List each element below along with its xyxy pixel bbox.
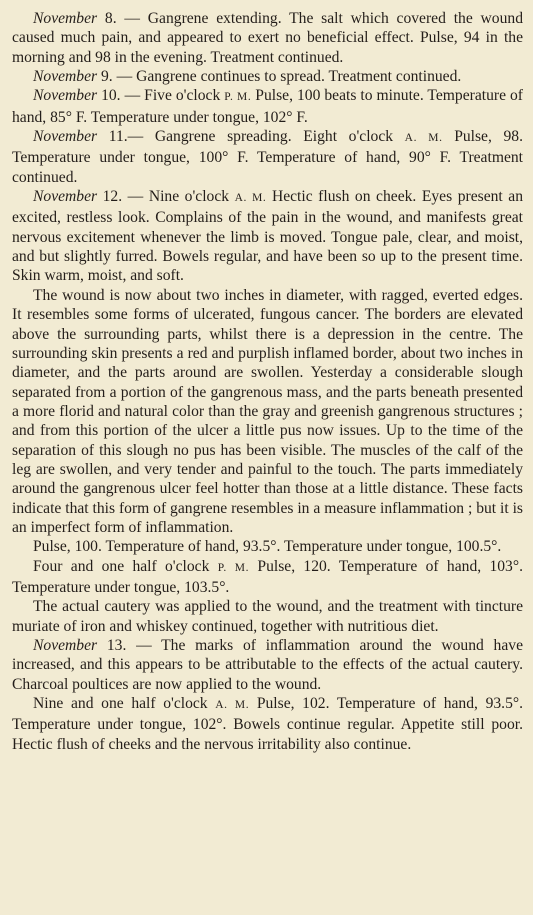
paragraph-text: The actual cautery was applied to the wound, and the treatment with tincture muriate of iron and whiskey continued, together with nutritious diet. bbox=[12, 598, 523, 635]
cautery-treatment-paragraph bbox=[12, 597, 523, 636]
entry-november-8 bbox=[12, 9, 523, 67]
entry-text: 10. — Five o'clock bbox=[97, 87, 225, 105]
entry-date: November bbox=[33, 87, 98, 105]
paragraph-text: Pulse, 100. Temperature of hand, 93.5°. Temperature under tongue, 100.5°. bbox=[33, 538, 502, 556]
entry-text: 11.— Gangrene spreading. Eight o'clock bbox=[97, 128, 405, 146]
entry-text-continued: Pulse, 100 beats to minute. Temperature of hand, 85° F. Temperature under tongue, 102° F. bbox=[12, 87, 523, 126]
entry-text: 9. — Gangrene continues to spread. Treatment continued. bbox=[97, 68, 462, 86]
morning-reading-paragraph bbox=[12, 694, 523, 754]
entry-date: November bbox=[33, 188, 98, 206]
paragraph-text: Four and one half o'clock bbox=[33, 557, 218, 575]
entry-date: November bbox=[33, 637, 98, 654]
time-abbreviation: A. M. bbox=[404, 132, 443, 145]
entry-text: 12. — Nine o'clock bbox=[97, 188, 235, 206]
paragraph-text: The wound is now about two inches in diameter, with ragged, everted edges. It resembles some forms of ulcerated, fungous cancer. The borders are elevated above the surrounding parts, whilst there is a depression in the centre. The surrounding skin presents a red and purplish inflamed border, about two inches in diameter, and the parts around are swollen. Yesterday a considerable slough separated from a portion of the gangrenous mass, and the parts beneath presented a more florid and natural color than the gray and greenish gangrenous structures ; and from this portion of the ulcer a little pus now issues. Up to the time of the separation of this slough no pus has been visible. The muscles of the calf of the leg are swollen, and very tender and painful to the touch. The parts immediately around the gangrenous ulcer feel hotter than those at a little distance. These facts indicate that this form of gangrene resembles in a measure inflammation ; but it is an imperfect form of inflammation. bbox=[12, 286, 523, 536]
paragraph-text-continued: Pulse, 120. Temperature of hand, 103°. Temperature under tongue, 103.5°. bbox=[12, 557, 523, 596]
entry-november-9 bbox=[12, 67, 523, 86]
paragraph-text: Nine and one half o'clock bbox=[33, 695, 216, 713]
entry-date: November bbox=[33, 128, 98, 146]
entry-date: November bbox=[33, 10, 98, 27]
entry-text: 13. — The marks of inflammation around the wound have increased, and this appears to be attributable to the effects of the actual cautery. Charcoal poultices are now applied to the wound. bbox=[12, 637, 523, 693]
entry-november-12 bbox=[12, 187, 523, 286]
wound-description-paragraph bbox=[12, 286, 523, 537]
time-abbreviation: A. M. bbox=[234, 192, 267, 205]
entry-november-10 bbox=[12, 86, 523, 127]
time-abbreviation: A. M. bbox=[215, 699, 250, 712]
entry-date: November bbox=[33, 68, 98, 86]
afternoon-reading-paragraph bbox=[12, 557, 523, 598]
entry-text-continued: Hectic flush on cheek. Eyes present an excited, restless look. Complains of the pain in the wound, and manifests great nervous excitement whenever the limb is moved. Tongue pale, clear, and moist, and but slightly furred. Bowels regular, and have been so up to the present time. Skin warm, moist, and soft. bbox=[12, 188, 524, 285]
entry-november-13 bbox=[12, 636, 523, 694]
entry-text-continued: Pulse, 98. Temperature under tongue, 100° F. Temperature of hand, 90° F. Treatment continued. bbox=[12, 128, 524, 186]
entry-november-11 bbox=[12, 127, 523, 187]
time-abbreviation: P. M. bbox=[217, 561, 250, 574]
paragraph-text-continued: Pulse, 102. Temperature of hand, 93.5°. Temperature under tongue, 102°. Bowels continue regular. Appetite still poor. Hectic flush of cheeks and the nervous irritability also continue. bbox=[12, 695, 524, 753]
entry-text: 8. — Gangrene extending. The salt which covered the wound caused much pain, and appeared to exert no beneficial effect. Pulse, 94 in the morning and 98 in the evening. Treatment continued. bbox=[12, 10, 523, 66]
time-abbreviation: P. M. bbox=[224, 91, 252, 104]
pulse-temperature-paragraph bbox=[12, 537, 523, 556]
